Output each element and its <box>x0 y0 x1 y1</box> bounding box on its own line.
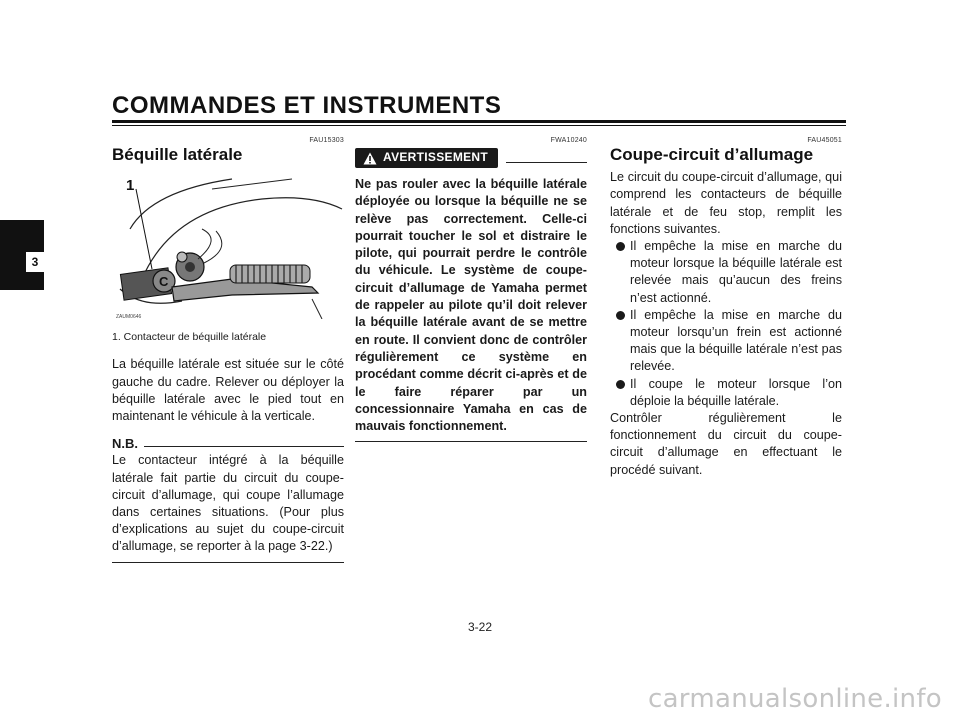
section-heading: Coupe-circuit d’allumage <box>610 145 814 164</box>
warning-label: AVERTISSEMENT <box>383 150 489 165</box>
section-code: FAU45051 <box>807 137 842 144</box>
intro-paragraph: Le circuit du coupe-circuit d’allumage, qui comprend les contacteurs de béquille latérale et de feu stop, remplit les fonctions suivantes. <box>610 170 842 236</box>
body-paragraph: La béquille latérale est située sur le côté gauche du cadre. Relever ou déployer la béquille latérale avec le pied tout en maintenant le véhicule à la verticale. <box>112 357 344 424</box>
warning-text: Ne pas rouler avec la béquille latérale déployée ou lorsque la béquille ne se relève pas correctement. Celle-ci pourrait toucher le sol et distraire le pilote, qui pourrait perdre le contrôle du véhicule. Le système de coupe-circuit d’allumage de Yamaha permet de rappeler au pilote qu’il doit relever la béquille latérale avant de se mettre en route. Il convient donc de contrôler régulièrement ce système en procédant comme décrit ci-après et de le faire réparer par un concessionnaire Yamaha en cas de mauvais fonctionnement. <box>355 177 587 434</box>
chapter-title: COMMANDES ET INSTRUMENTS <box>112 92 502 119</box>
bullet-icon <box>616 242 625 251</box>
chapter-tab-number: 3 <box>26 252 44 272</box>
bullet-icon <box>616 380 625 389</box>
sidestand-figure <box>112 169 344 319</box>
warning-badge <box>355 148 498 168</box>
function-list <box>610 238 842 410</box>
header-rule <box>112 120 846 123</box>
header-rule-thin <box>112 125 846 126</box>
list-item <box>610 376 842 410</box>
sidestand-illustration <box>112 169 344 319</box>
bullet-icon <box>616 311 625 320</box>
page-number: 3-22 <box>467 620 493 634</box>
list-item <box>610 238 842 307</box>
note-end-rule <box>112 562 344 563</box>
list-item-text: Il coupe le moteur lorsque l’on déploie la béquille latérale. <box>630 376 842 408</box>
right-column <box>610 132 842 479</box>
outro-paragraph: Contrôler régulièrement le fonctionnement du circuit du coupe-circuit d’allumage en effectuant le procédé suivant. <box>610 411 842 477</box>
section-heading: Béquille latérale <box>112 145 243 164</box>
warning-end-rule <box>355 441 587 442</box>
note-label: N.B. <box>112 436 138 452</box>
figure-caption: 1. Contacteur de béquille latérale <box>112 331 267 344</box>
svg-text:C: C <box>159 274 169 290</box>
warning-code: FWA10240 <box>550 137 587 144</box>
section-code: FAU15303 <box>309 137 344 144</box>
list-item <box>610 307 842 376</box>
list-item-text: Il empêche la mise en marche du moteur lorsque la béquille latérale est relevée mais qu’aucun des freins n’est actionné. <box>630 239 842 305</box>
warning-rule <box>506 162 587 163</box>
figure-image-code: ZAUM0646 <box>116 314 142 321</box>
watermark: carmanualsonline.info <box>647 684 942 714</box>
list-item-text: Il empêche la mise en marche du moteur lorsqu’un frein est actionné mais que la béquille latérale n’est pas relevée. <box>630 307 842 374</box>
warning-icon <box>363 152 377 165</box>
middle-column <box>355 132 587 442</box>
note-rule <box>144 446 344 447</box>
left-column <box>112 132 344 563</box>
figure-callout-number: 1 <box>126 177 135 195</box>
note-text: Le contacteur intégré à la béquille latérale fait partie du circuit du coupe-circuit d’allumage, qui coupe l’allumage dans certaines situations. (Pour plus d’explications au sujet du coupe-circuit d’allumage, se reporter à la page 3-22.) <box>112 453 344 554</box>
note-header <box>112 435 344 452</box>
warning-header <box>355 148 587 168</box>
